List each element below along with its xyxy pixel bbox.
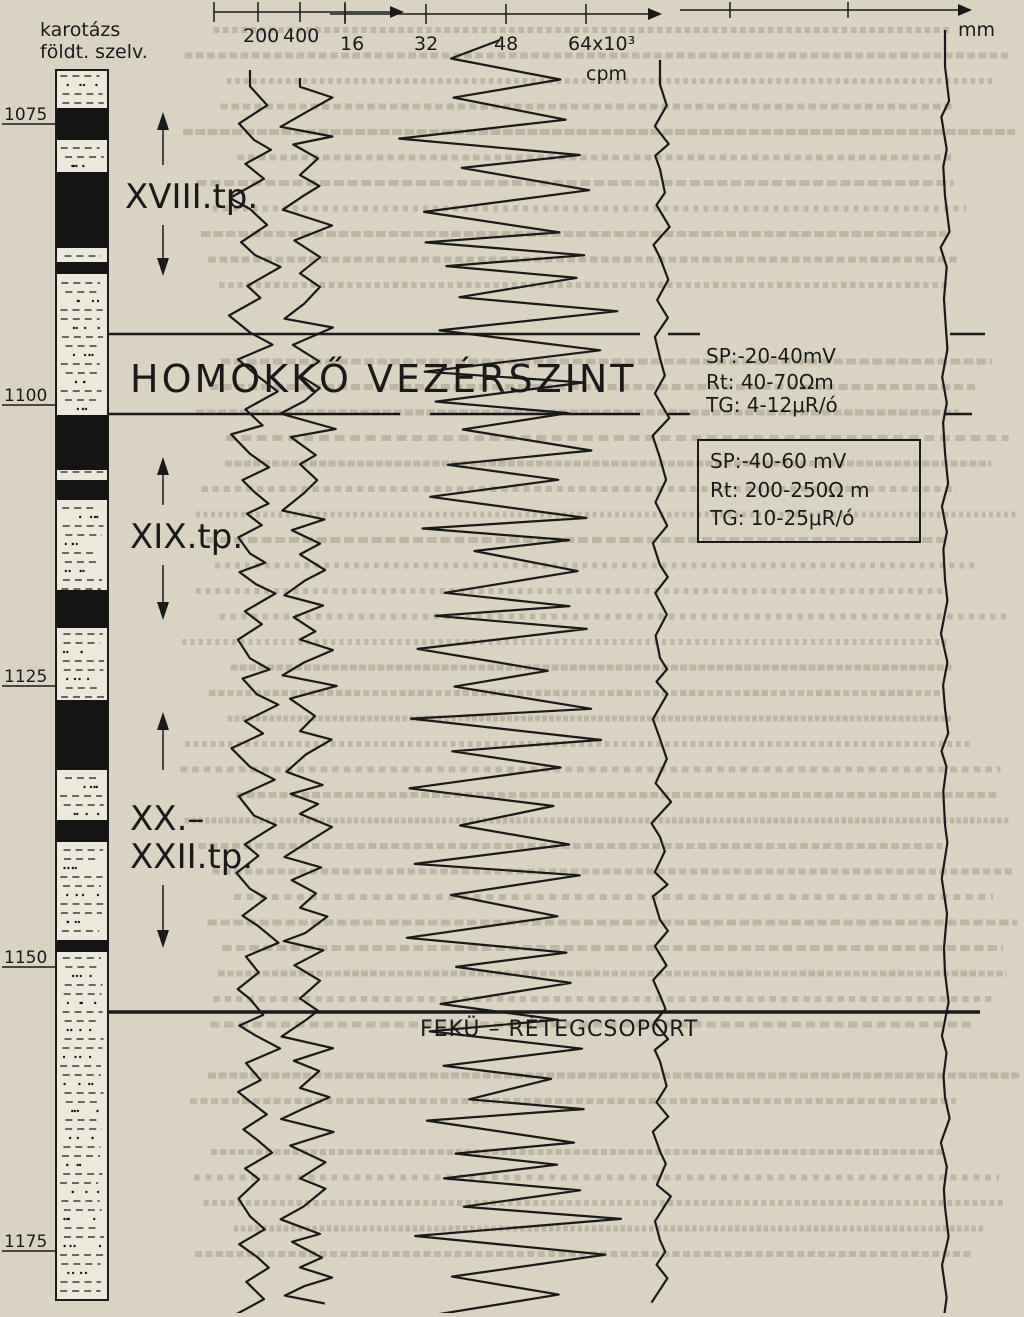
sand-dot <box>72 867 74 869</box>
sand-dot <box>67 84 69 86</box>
sand-dot <box>89 975 91 977</box>
sand-dot <box>80 651 82 653</box>
sand-dot <box>63 1245 65 1247</box>
sand-dot <box>74 678 76 680</box>
coal-layer <box>56 108 108 140</box>
sand-dot <box>79 516 81 518</box>
sand-dot <box>77 1137 79 1139</box>
depth-scale <box>2 124 56 1251</box>
sand-dot <box>88 354 90 356</box>
scale-a-tick-400: 400 <box>283 25 320 47</box>
sand-dot <box>66 894 68 896</box>
sand-dot <box>66 678 68 680</box>
sand-dot <box>75 165 77 167</box>
sand-dot <box>79 1164 81 1166</box>
sand-dot <box>75 381 77 383</box>
scale-b-axis <box>330 4 662 24</box>
sand-dot <box>72 543 74 545</box>
scale-c-unit: mm <box>958 19 996 41</box>
sand-dot <box>78 921 80 923</box>
sand-dot <box>82 894 84 896</box>
sand-dot <box>98 327 100 329</box>
zone-label-xviii: XVIII.tp. <box>125 177 259 217</box>
sand-dot <box>99 1245 101 1247</box>
scale-a-tick-200: 200 <box>243 25 280 47</box>
sand-dot <box>77 1110 79 1112</box>
coal-layer <box>56 700 108 770</box>
sand-dot <box>65 570 67 572</box>
sand-dot <box>67 1272 69 1274</box>
sand-dot <box>67 1029 69 1031</box>
sand-dot <box>97 894 99 896</box>
sand-dot <box>68 1218 70 1220</box>
sand-dot <box>68 570 70 572</box>
depth-label-1100: 1100 <box>4 386 48 406</box>
sand-dot <box>91 1137 93 1139</box>
sand-dot <box>85 1191 87 1193</box>
coal-layer <box>56 590 108 628</box>
sand-dot <box>74 813 76 815</box>
sand-dot <box>79 84 81 86</box>
lithology-column <box>56 70 108 1300</box>
sand-dot <box>79 570 81 572</box>
coal-layer <box>56 172 108 248</box>
sand-dot <box>81 1002 83 1004</box>
sand-dot <box>78 300 80 302</box>
sand-dot <box>79 1029 81 1031</box>
log-curve-4 <box>652 60 672 1303</box>
sand-dot <box>80 975 82 977</box>
zone-label-xx-line1: XX.– <box>130 799 205 839</box>
sand-dot <box>66 921 68 923</box>
sand-dot <box>73 1245 75 1247</box>
sand-dot <box>90 786 92 788</box>
lithology-frame <box>56 70 108 1300</box>
sand-dot <box>75 921 77 923</box>
sand-dot <box>75 543 77 545</box>
column-title-line1: karotázs <box>40 19 121 41</box>
lower-box-tg: TG: 10-25μR/ó <box>710 506 855 530</box>
scale-a-axis <box>214 2 404 22</box>
sand-dot <box>71 1191 73 1193</box>
sand-dot <box>74 1056 76 1058</box>
sand-dot <box>87 678 89 680</box>
sand-dot <box>93 1218 95 1220</box>
sand-dot <box>76 975 78 977</box>
sand-dot <box>84 354 86 356</box>
sand-dot <box>75 327 77 329</box>
sand-dot <box>67 1002 69 1004</box>
sand-dot <box>96 516 98 518</box>
sand-dot <box>67 867 69 869</box>
sand-dot <box>63 651 65 653</box>
sand-dot <box>82 408 84 410</box>
sand-dot <box>72 975 74 977</box>
scale-b-tick-48: 48 <box>494 33 519 55</box>
sand-dot <box>63 1083 65 1085</box>
upper-box-tg: TG: 4-12μR/ó <box>706 393 838 417</box>
sand-dot <box>66 1164 68 1166</box>
depth-label-1175: 1175 <box>4 1232 48 1252</box>
sand-dot <box>97 813 99 815</box>
upper-box-rt: Rt: 40-70Ωm <box>706 370 834 394</box>
sand-dot <box>74 1110 76 1112</box>
sand-dot <box>85 1272 87 1274</box>
sand-dot <box>66 651 68 653</box>
zone-label-xx-line2: XXII.tp. <box>130 837 254 877</box>
sand-dot <box>94 516 96 518</box>
scale-b-tick-32: 32 <box>414 33 439 55</box>
sand-dot <box>69 1137 71 1139</box>
sand-dot <box>80 1272 82 1274</box>
sand-dot <box>82 570 84 572</box>
column-title-line2: földt. szelv. <box>40 41 148 63</box>
sand-dot <box>93 786 95 788</box>
coal-layer <box>56 262 108 274</box>
sand-dot <box>71 1110 73 1112</box>
sand-dot <box>76 1164 78 1166</box>
sand-dot <box>88 1083 90 1085</box>
coal-layer <box>56 820 108 842</box>
homokko-banner: HOMOKKŐ VEZÉRSZINT <box>130 357 637 401</box>
sand-dot <box>84 327 86 329</box>
sand-dot <box>70 1029 72 1031</box>
log-curve-5 <box>941 30 950 1313</box>
sand-dot <box>63 867 65 869</box>
sand-dot <box>71 165 73 167</box>
sand-dot <box>75 867 77 869</box>
sand-dot <box>63 1218 65 1220</box>
sand-dot <box>78 1083 80 1085</box>
sand-dot <box>97 1191 99 1193</box>
scale-b-unit: cpm <box>586 63 628 85</box>
depth-label-1075: 1075 <box>4 105 48 125</box>
sand-dot <box>73 327 75 329</box>
log-curve-3 <box>399 40 621 1313</box>
sand-dot <box>89 1029 91 1031</box>
sand-dot <box>91 354 93 356</box>
sand-dot <box>85 408 87 410</box>
scale-b-tick-16: 16 <box>340 33 365 55</box>
sand-dot <box>83 786 85 788</box>
sand-dot <box>73 354 75 356</box>
log-curves <box>229 30 950 1313</box>
depth-label-1125: 1125 <box>4 667 48 687</box>
sand-dot <box>92 300 94 302</box>
sand-dot <box>69 1245 71 1247</box>
sand-dot <box>95 84 97 86</box>
sand-dot <box>96 1110 98 1112</box>
sand-dot <box>83 84 85 86</box>
sand-dot <box>63 1056 65 1058</box>
lower-box-rt: Rt: 200-250Ω m <box>710 478 870 502</box>
sand-dot <box>97 300 99 302</box>
sand-dot <box>79 1056 81 1058</box>
coal-layer <box>56 480 108 500</box>
sand-dot <box>65 543 67 545</box>
sand-dot <box>89 1056 91 1058</box>
sand-dot <box>75 894 77 896</box>
coal-layer <box>56 415 108 470</box>
feku-label: FEKÜ – RÉTEGCSOPORT <box>420 1017 699 1042</box>
sand-dot <box>82 165 84 167</box>
sand-dot <box>78 678 80 680</box>
sand-dot <box>94 1002 96 1004</box>
scale-b-tick-64: 64x10³ <box>568 33 636 55</box>
scale-c-axis <box>680 2 972 18</box>
lower-box-sp: SP:-40-60 mV <box>710 449 847 473</box>
zone-label-xix: XIX.tp. <box>130 517 244 557</box>
sand-dot <box>96 786 98 788</box>
sand-dot <box>77 408 79 410</box>
sand-dot <box>90 516 92 518</box>
sand-dot <box>72 1272 74 1274</box>
sand-dot <box>83 381 85 383</box>
sand-dot <box>76 813 78 815</box>
sand-dot <box>91 1083 93 1085</box>
sand-dot <box>85 813 87 815</box>
upper-box-sp: SP:-20-40mV <box>706 344 836 368</box>
depth-label-1150: 1150 <box>4 948 48 968</box>
coal-layer <box>56 940 108 952</box>
